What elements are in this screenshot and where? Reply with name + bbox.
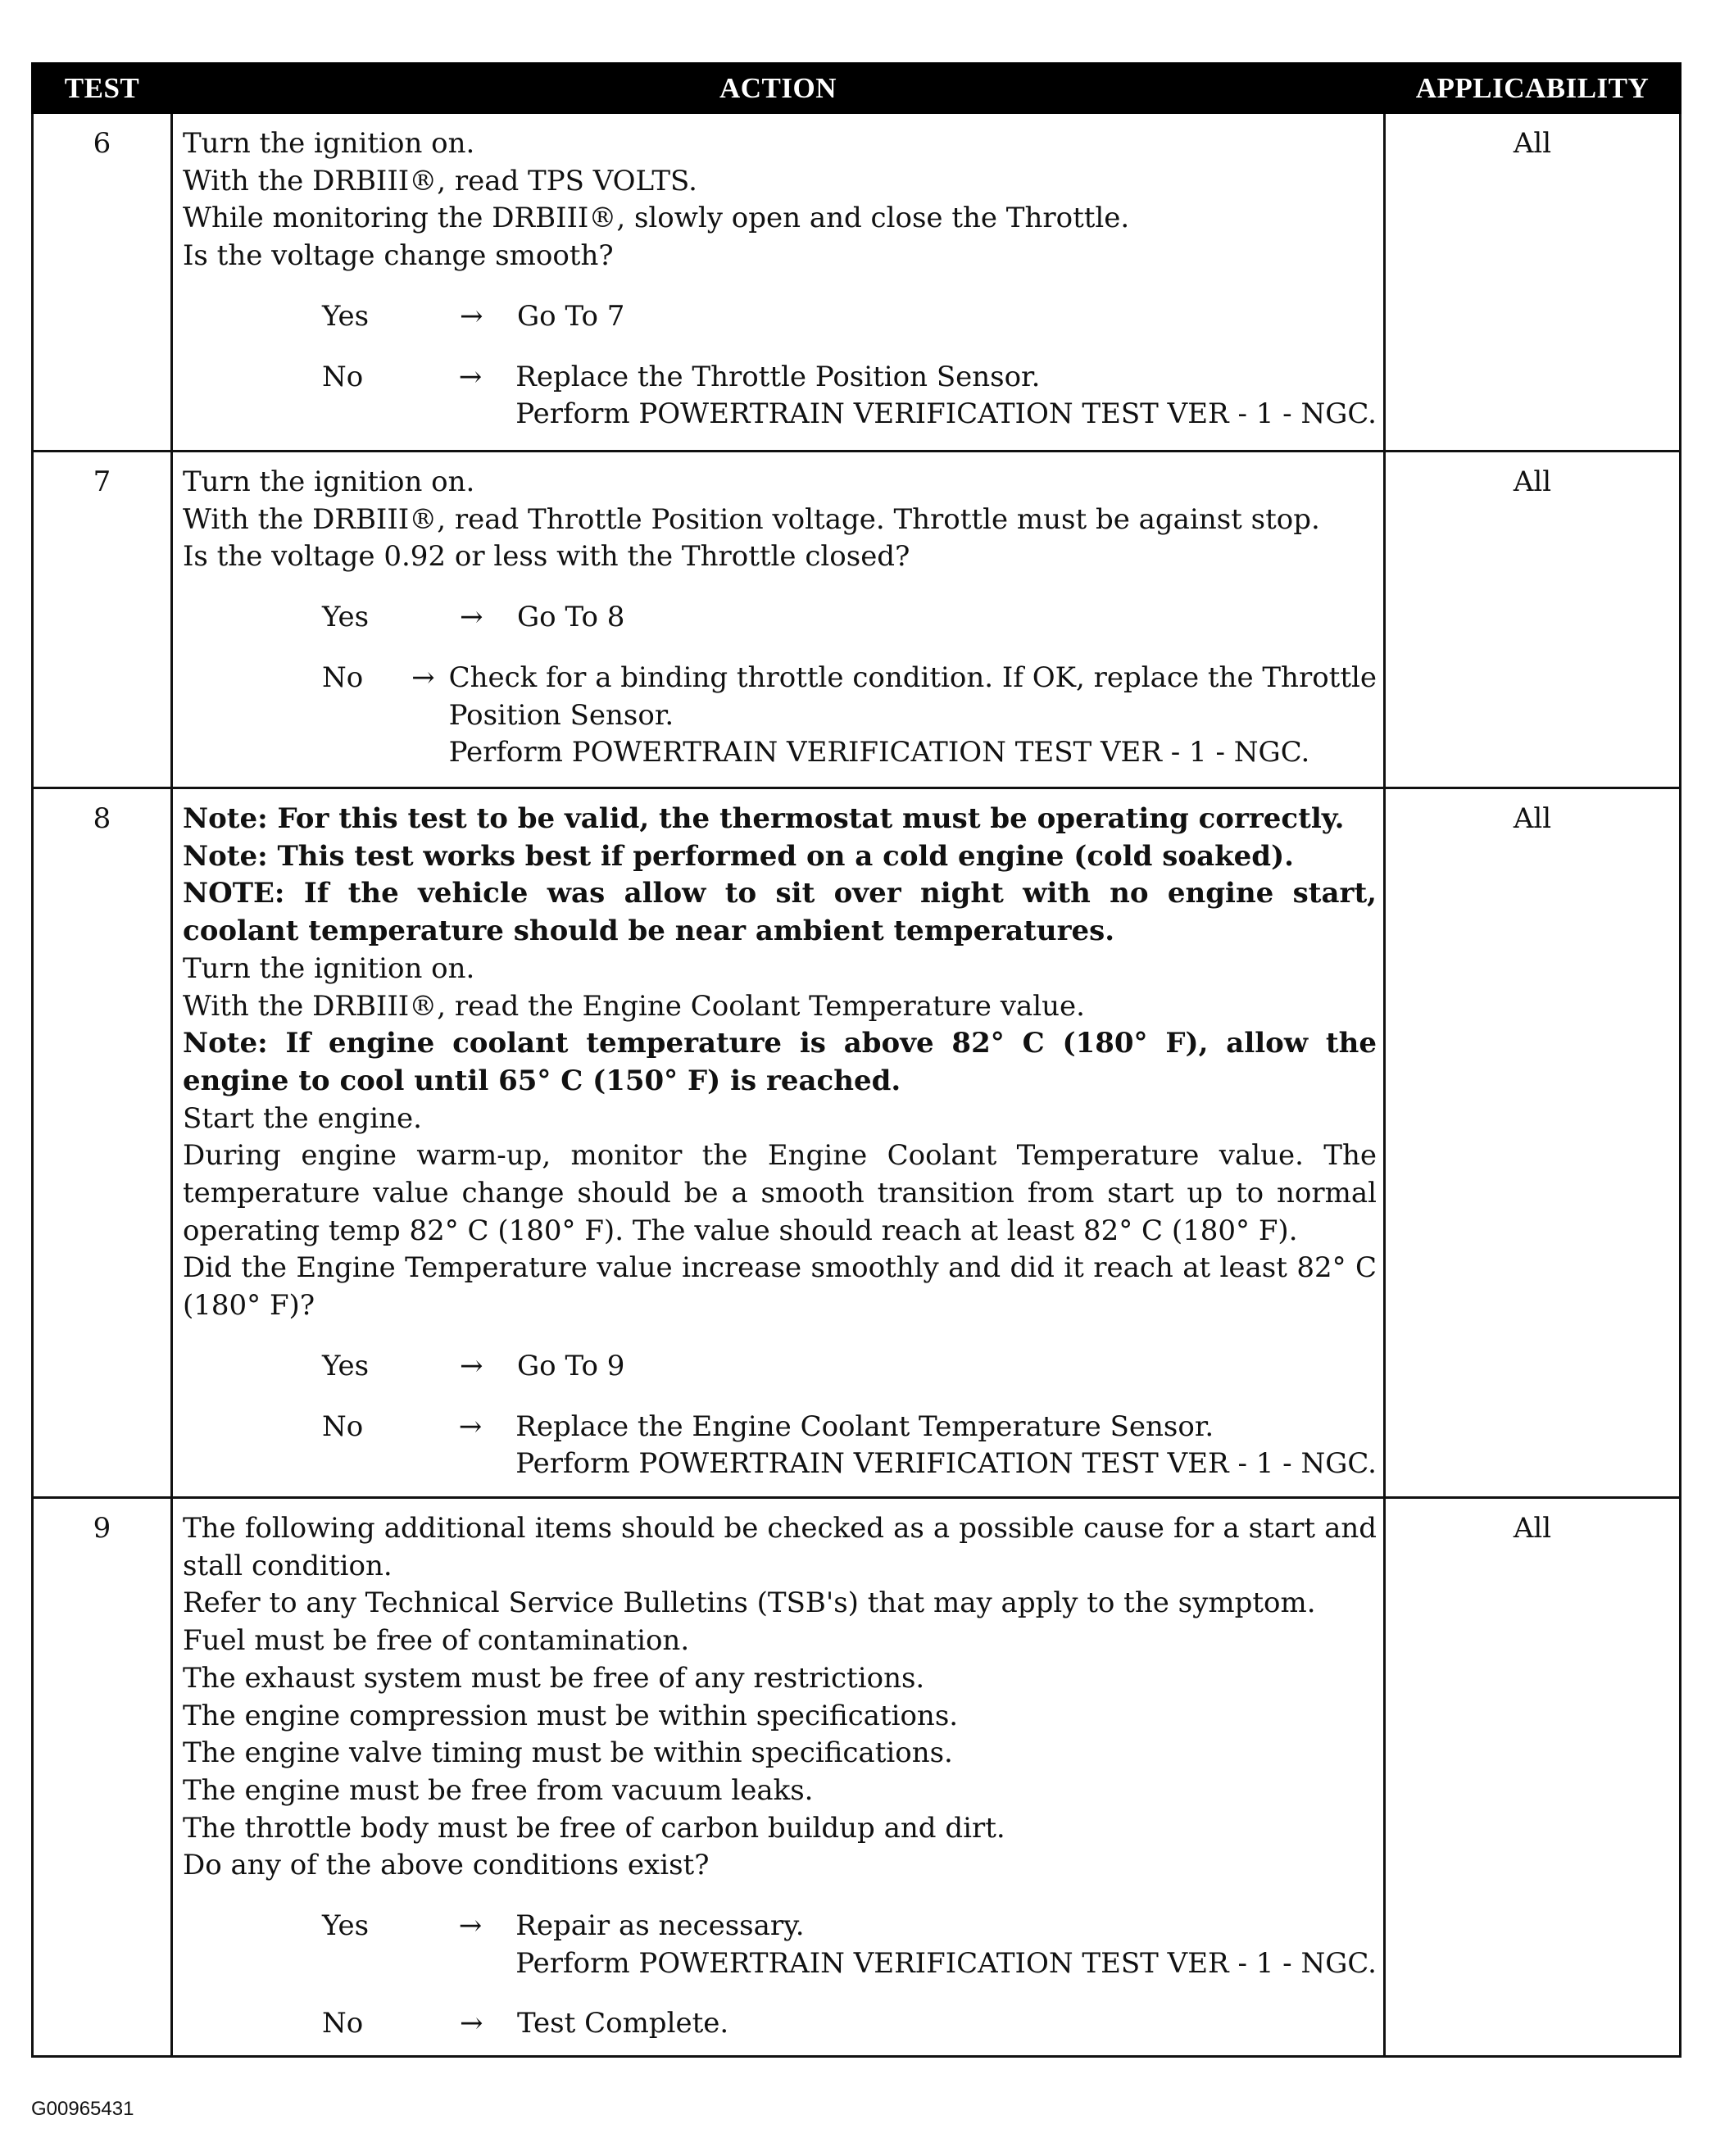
action-line: With the DRBIII®, read the Engine Coolant Temperature value.: [183, 989, 1085, 1023]
table-row-test-7: [33, 452, 1681, 788]
right-arrow-icon: →: [460, 601, 483, 634]
header-test: TEST: [33, 64, 172, 113]
no-result-line: Perform POWERTRAIN VERIFICATION TEST VER - 1 - NGC.: [515, 397, 1377, 431]
applicability-value: All: [1385, 788, 1681, 1498]
yes-result: [517, 599, 1377, 637]
action-line: The exhaust system must be free of any restrictions.: [183, 1661, 925, 1695]
right-arrow-icon: →: [460, 1349, 483, 1382]
diagnostic-procedure-document: [31, 62, 1679, 2058]
applicability-value: All: [1385, 452, 1681, 788]
yes-label: Yes: [322, 601, 370, 634]
yes-result-line: Go To 8: [517, 601, 625, 634]
note-cold-engine: Note: This test works best if performed on a cold engine (cold soaked).: [183, 839, 1294, 873]
right-arrow-icon: →: [458, 1909, 483, 1943]
applicability-value: All: [1385, 113, 1681, 452]
test-number: 7: [33, 452, 172, 788]
no-result: [515, 359, 1377, 433]
yes-label: Yes: [322, 1349, 370, 1382]
note-thermostat: Note: For this test to be valid, the thermostat must be operating correctly.: [183, 802, 1345, 835]
yes-choice: [183, 298, 1377, 336]
header-action: ACTION: [172, 64, 1385, 113]
action-line: The engine must be free from vacuum leaks.: [183, 1773, 814, 1807]
action-line: Start the engine.: [183, 1101, 422, 1135]
action-paragraph: The following additional items should be checked as a possible cause for a start and stall condition.: [183, 1512, 1377, 1582]
header-applicability: APPLICABILITY: [1385, 64, 1681, 113]
yes-result-line: Perform POWERTRAIN VERIFICATION TEST VER - 1 - NGC.: [515, 1946, 1377, 1980]
right-arrow-icon: →: [411, 660, 435, 694]
action-question: Did the Engine Temperature value increase smoothly and did it reach at least 82° C (180° F)?: [183, 1251, 1377, 1323]
action-line: Turn the ignition on.: [183, 465, 475, 498]
action-cell: [172, 113, 1385, 452]
test-number: 6: [33, 113, 172, 452]
action-line: The engine compression must be within specifications.: [183, 1699, 959, 1732]
no-label: No: [322, 1409, 364, 1443]
note-ambient: NOTE: If the vehicle was allow to sit over night with no engine start, coolant temperature should be near ambient temperatures.: [183, 877, 1377, 948]
no-label: No: [322, 660, 364, 694]
yes-choice: [183, 599, 1377, 637]
table-header-row: [33, 64, 1681, 113]
yes-choice: [183, 1908, 1377, 1982]
action-line: With the DRBIII®, read Throttle Position voltage. Throttle must be against stop.: [183, 502, 1320, 536]
right-arrow-icon: →: [460, 299, 483, 333]
no-choice: [183, 2005, 1377, 2043]
figure-identifier: G00965431: [31, 2098, 134, 2120]
yes-result: [517, 298, 1377, 336]
action-line: Turn the ignition on.: [183, 951, 475, 985]
table-row-test-9: [33, 1498, 1681, 2057]
yes-result: [515, 1908, 1377, 1982]
yes-result-line: Go To 7: [517, 299, 625, 333]
yes-result-line: Go To 9: [517, 1349, 625, 1382]
right-arrow-icon: →: [458, 1409, 483, 1443]
yes-result: [517, 1348, 1377, 1386]
note-coolant-temp: Note: If engine coolant temperature is above 82° C (180° F), allow the engine to cool until 65° C (150° F) is reached.: [183, 1027, 1377, 1097]
table-row-test-6: [33, 113, 1681, 452]
test-number: 8: [33, 788, 172, 1498]
action-paragraph: During engine warm-up, monitor the Engine Coolant Temperature value. The temperature value change should be a smooth transition from start up to normal operating temp 82° C (180° F). The value should reach at least 82° C (180° F).: [183, 1139, 1377, 1247]
action-line: While monitoring the DRBIII®, slowly open and close the Throttle.: [183, 202, 1130, 235]
no-choice: [183, 1409, 1377, 1483]
no-result-line: Check for a binding throttle condition. If OK, replace the Throttle: [448, 660, 1377, 694]
no-result-line: Replace the Engine Coolant Temperature Sensor.: [515, 1409, 1214, 1443]
test-number: 9: [33, 1498, 172, 2057]
right-arrow-icon: →: [458, 360, 483, 393]
action-line: Refer to any Technical Service Bulletins (TSB's) that may apply to the symptom.: [183, 1586, 1316, 1620]
no-result: [449, 660, 1377, 772]
no-result-line: Perform POWERTRAIN VERIFICATION TEST VER - 1 - NGC.: [448, 736, 1310, 769]
action-line: Fuel must be free of contamination.: [183, 1624, 690, 1658]
no-result: [517, 2005, 1377, 2043]
table-row-test-8: [33, 788, 1681, 1498]
no-result-line: Perform POWERTRAIN VERIFICATION TEST VER - 1 - NGC.: [515, 1447, 1377, 1481]
action-line: The throttle body must be free of carbon buildup and dirt.: [183, 1811, 1005, 1845]
no-result-line: Replace the Throttle Position Sensor.: [515, 360, 1041, 393]
action-line: Is the voltage 0.92 or less with the Throttle closed?: [183, 540, 910, 574]
applicability-value: All: [1385, 1498, 1681, 2057]
no-choice: [183, 359, 1377, 433]
action-line: Is the voltage change smooth?: [183, 239, 614, 273]
no-result-line: Test Complete.: [517, 2007, 729, 2040]
no-choice: [183, 660, 1377, 772]
no-label: No: [322, 2007, 364, 2040]
right-arrow-icon: →: [460, 2007, 483, 2040]
yes-label: Yes: [322, 299, 370, 333]
action-line: The engine valve timing must be within specifications.: [183, 1736, 953, 1770]
yes-choice: [183, 1348, 1377, 1386]
action-line: With the DRBIII®, read TPS VOLTS.: [183, 164, 697, 197]
action-cell: [172, 1498, 1385, 2057]
action-line: Do any of the above conditions exist?: [183, 1849, 710, 1882]
no-label: No: [322, 360, 364, 393]
action-cell: [172, 452, 1385, 788]
yes-label: Yes: [322, 1909, 370, 1943]
action-cell: [172, 788, 1385, 1498]
no-result-line: Position Sensor.: [448, 698, 674, 732]
diagnostic-test-table: [31, 62, 1682, 2058]
action-line: Turn the ignition on.: [183, 127, 475, 160]
yes-result-line: Repair as necessary.: [515, 1909, 805, 1943]
no-result: [515, 1409, 1377, 1483]
